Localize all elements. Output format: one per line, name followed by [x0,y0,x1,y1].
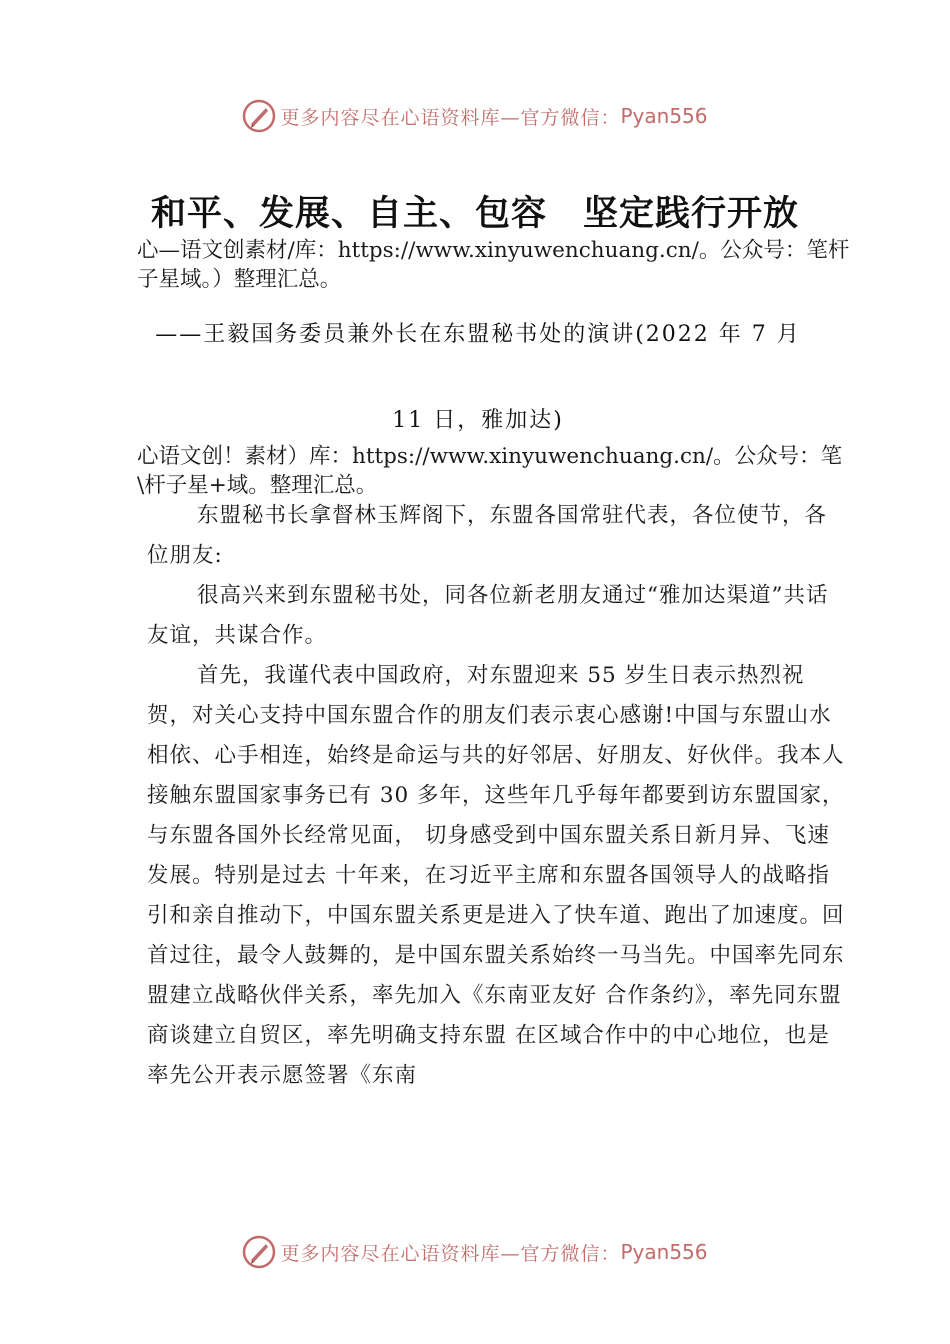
wechat-handle: Pyan556 [620,104,708,128]
quill-logo-icon [242,99,276,133]
wechat-handle: Pyan556 [620,1240,708,1264]
page-title: 和平、发展、自主、包容 坚定践行开放 [150,193,799,234]
paragraph: 很高兴来到东盟秘书处，同各位新老朋友通过“雅加达渠道”共话友谊，共谋合作。 [147,583,829,648]
quill-logo-icon [242,1235,276,1269]
paragraph: 东盟秘书长拿督林玉辉阁下，东盟各国常驻代表，各位使节，各位朋友: [147,503,828,568]
subtitle-line-1: ——王毅国务委员兼外长在东盟秘书处的演讲(2022 年 7 月 [155,322,801,347]
source-note-2: 心语文创！素材）库：https://www.xinyuwenchuang.cn/。公众号：笔\杆子星+域。整理汇总。 [137,444,843,498]
speech-body [147,496,847,1096]
paragraph: 首先，我谨代表中国政府，对东盟迎来 55 岁生日表示热烈祝贺，对关心支持中国东盟合作的朋友们表示衷心感谢!中国与东盟山水相依、心手相连，始终是命运与共的好邻居、好朋友、好伙伴。我本人接触东盟国家事务已有 30 多年，这些年几乎每年都要到访东盟国家，与东盟各国外长经常见面， 切身感受到中国东盟关系日新月异、飞速发展。特别是过去 十年来，在习近平主席和东盟各国领导人的战略指引和亲自推动下，中国东盟关系更是进入了快车道、跑出了加速度。回首过往，最令人鼓舞的，是中国东盟关系始终一马当先。中国率先同东盟建立战略伙伴关系，率先加入《东南亚友好 合作条约》，率先同东盟商谈建立自贸区，率先明确支持东盟 在区域合作中的中心地位，也是率先公开表示愿签署《东南 [147,663,845,1088]
source-note-1: 心—语文创素材/库：https://www.xinyuwenchuang.cn/。公众号：笔杆子星域。）整理汇总。 [137,238,850,292]
footer-banner [0,1232,950,1272]
subtitle-line-2: 11 日，雅加达) [392,408,564,433]
banner-text: 更多内容尽在心语资料库—官方微信： [280,106,621,129]
banner-text: 更多内容尽在心语资料库—官方微信： [280,1242,621,1265]
header-banner [0,96,950,136]
